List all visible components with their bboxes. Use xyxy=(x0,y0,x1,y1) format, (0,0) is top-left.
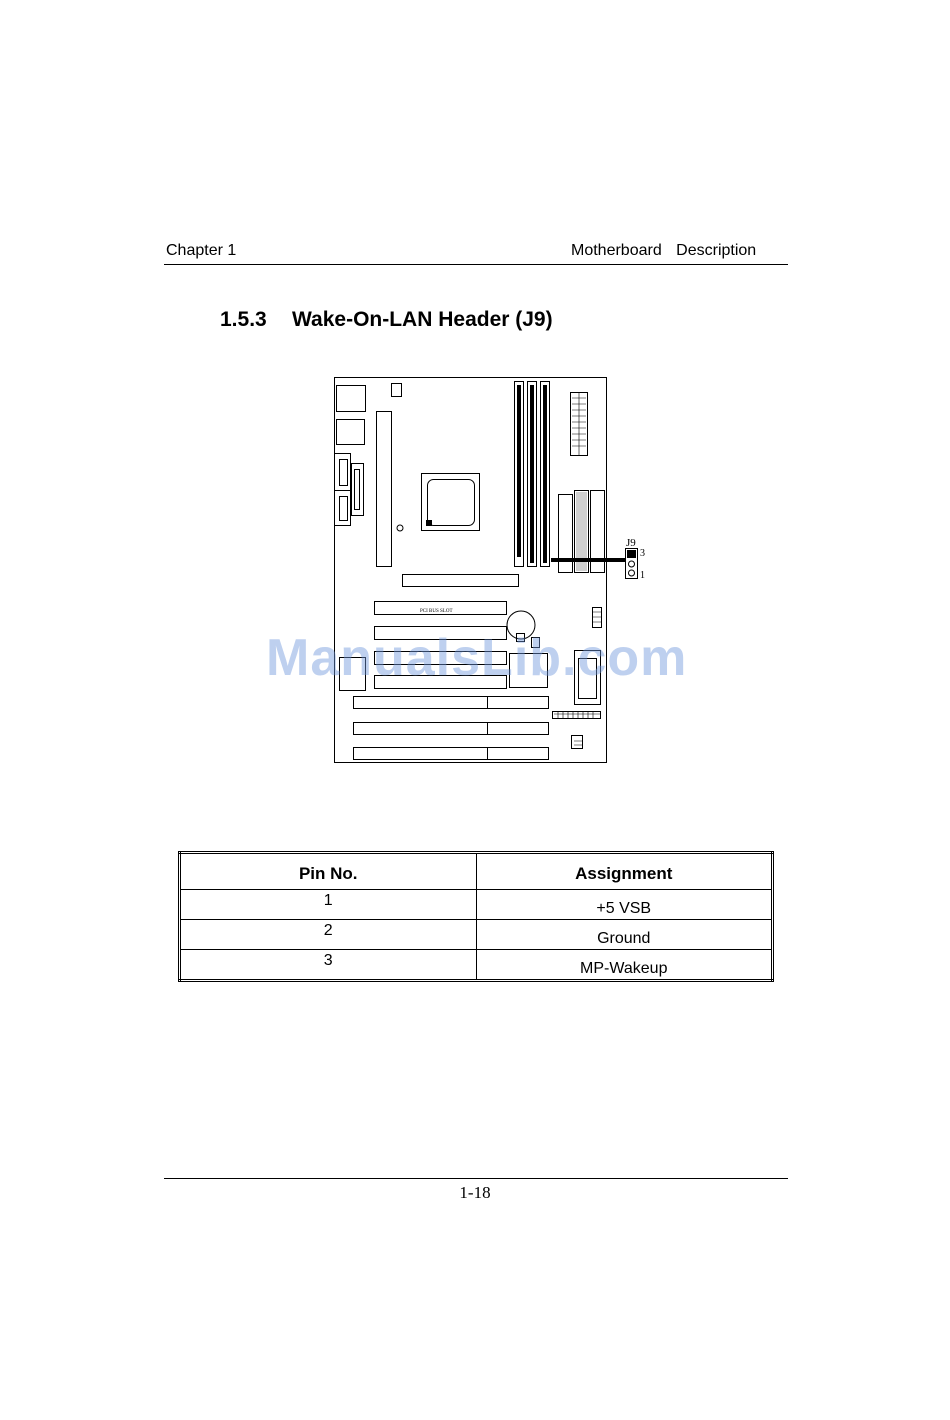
footer-rule xyxy=(164,1178,788,1179)
assignment-cell: +5 VSB xyxy=(476,890,773,920)
j9-label: J9 xyxy=(626,537,636,549)
pin-cell: 1 xyxy=(180,890,477,920)
motherboard-diagram xyxy=(330,372,670,767)
ps2-port-top xyxy=(337,386,366,412)
vertical-slot xyxy=(377,412,392,567)
page-number: 1-18 xyxy=(459,1183,491,1202)
jumper-bottom xyxy=(572,736,583,749)
pci-slot-text: PCI BUS SLOT xyxy=(420,609,453,614)
assignment-cell: MP-Wakeup xyxy=(476,950,773,981)
assignment-cell: Ground xyxy=(476,920,773,950)
jumper-top-left xyxy=(392,384,402,397)
table-row xyxy=(180,950,773,981)
section-title: Wake-On-LAN Header (J9) xyxy=(292,308,553,331)
pin-cell: 3 xyxy=(180,950,477,981)
table-row xyxy=(180,920,773,950)
chapter-label: Chapter 1 xyxy=(166,242,237,259)
jumper-right xyxy=(593,608,602,628)
pin-assignment-table xyxy=(178,851,774,982)
header-pin-no: Pin No. xyxy=(180,853,477,890)
section-heading xyxy=(220,308,553,332)
pin1-label: 1 xyxy=(640,570,645,581)
board-hole xyxy=(397,525,403,531)
isa-slot-2 xyxy=(354,723,549,735)
ps2-port-bottom xyxy=(337,420,365,445)
table-header-row xyxy=(180,853,773,890)
parallel-port xyxy=(352,464,364,516)
j9-connector xyxy=(626,549,638,579)
pin3-label: 3 xyxy=(640,548,645,559)
amr-slot xyxy=(403,575,519,587)
header-rule xyxy=(164,264,788,265)
board-outline xyxy=(335,378,607,763)
isa-slot-3 xyxy=(354,748,549,760)
watermark: ManualsLib.com xyxy=(266,629,688,687)
table-row xyxy=(180,890,773,920)
header-title: Motherboard Description xyxy=(571,242,757,259)
section-number: 1.5.3 xyxy=(220,308,267,331)
header-assignment: Assignment xyxy=(476,853,773,890)
isa-slot-1 xyxy=(354,697,549,709)
j9-pointer-line xyxy=(551,558,625,562)
pin-cell: 2 xyxy=(180,920,477,950)
